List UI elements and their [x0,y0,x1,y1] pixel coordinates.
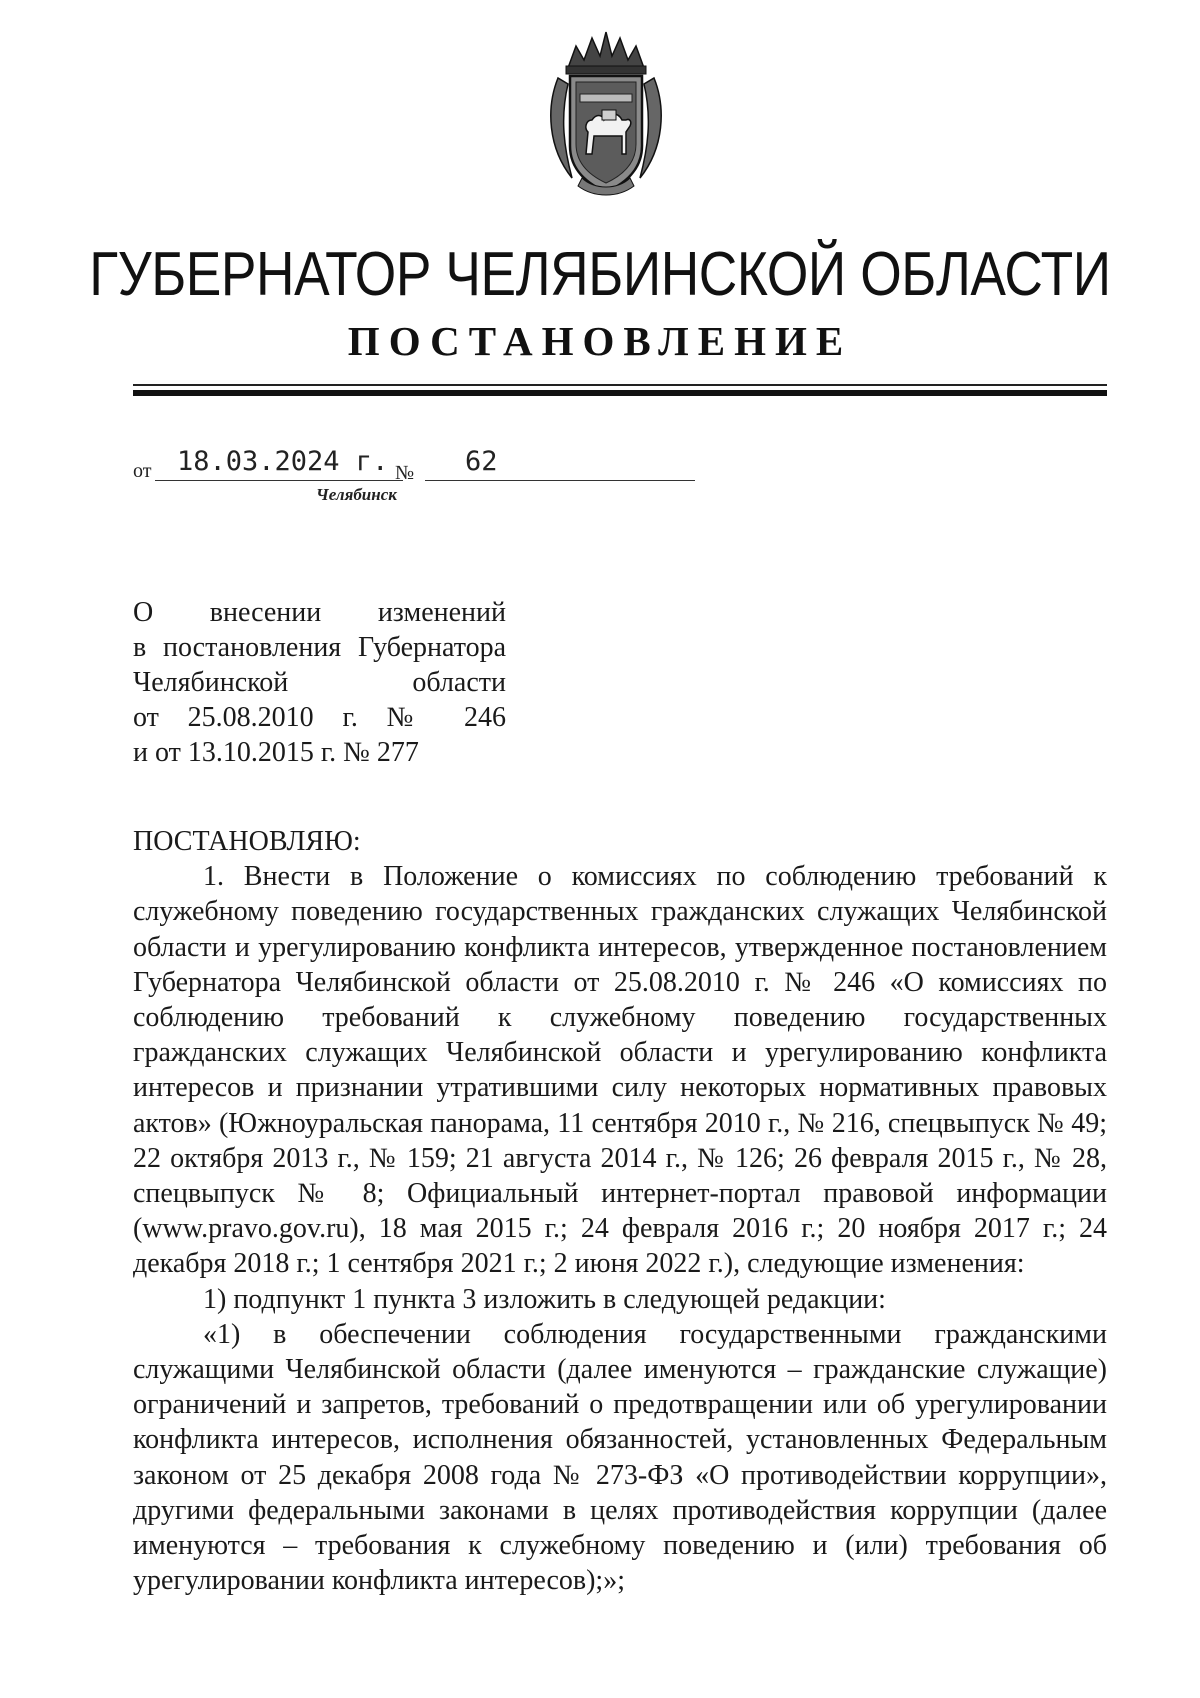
resolution-lead: ПОСТАНОВЛЯЮ: [133,826,361,857]
date-underline [155,480,403,481]
date-prefix: от [133,460,152,482]
subject-line: и от 13.10.2015 г. № 277 [133,737,419,768]
document-date-number [133,446,633,486]
subject-line: от 25.08.2010 г. № 246 [133,702,506,733]
subject-line: в постановления Губернатора [133,632,506,663]
body-paragraph: 1) подпункт 1 пункта 3 изложить в следующей редакции: [203,1283,886,1315]
number-prefix: № [395,462,415,484]
document-date: 18.03.2024 г. [177,446,389,477]
subject-line: О внесении изменений [133,597,506,628]
number-underline [425,480,695,481]
issuing-authority: ГУБЕРНАТОР ЧЕЛЯБИНСКОЙ ОБЛАСТИ [89,240,1111,309]
header-divider-thin [133,384,1107,386]
header-divider-thick [133,390,1107,396]
document-type: ПОСТАНОВЛЕНИЕ [347,318,853,364]
document-subject [133,595,506,770]
document-number: 62 [465,446,498,477]
chelyabinsk-coat-of-arms-icon [546,28,666,200]
document-city: Челябинск [316,485,397,504]
body-paragraph: 1. Внести в Положение о комиссиях по соблюдению требований к служебному поведению государственных гражданских служащих Челябинской области и урегулированию конфликта интересов, утвержденное постановлением Губернатора Челябинской области от 25.08.2010 г. № 246 «О комиссиях по соблюдению требований к служебному поведению государственных гражданских служащих Челябинской области и урегулированию конфликта интересов и признании утратившими силу некоторых нормативных правовых актов» (Южноуральская панорама, 11 сентября 2010 г., № 216, спецвыпуск № 49; 22 октября 2013 г., № 159; 21 августа 2014 г., № 126; 26 февраля 2015 г., № 28, спецвыпуск № 8; Официальный интернет-портал правовой информации (www.pravo.gov.ru), 18 мая 2015 г.; 24 февраля 2016 г.; 20 ноября 2017 г.; 24 декабря 2018 г.; 1 сентября 2021 г.; 2 июня 2022 г.), следующие изменения: [133,861,1107,1280]
body-paragraph: «1) в обеспечении соблюдения государственными гражданскими служащими Челябинской области (далее именуются – гражданские служащие) ограничений и запретов, требований о предотвращении или об урегулировании конфликта интересов, исполнения обязанностей, установленных Федеральным законом от 25 декабря 2008 года № 273-ФЗ «О противодействии коррупции», другими федеральными законами в целях противодействия коррупции (далее именуются – требования к служебному поведению и (или) требования об урегулировании конфликта интересов);»; [133,1318,1107,1597]
document-body [133,824,1107,1598]
subject-line: Челябинской области [133,667,506,698]
